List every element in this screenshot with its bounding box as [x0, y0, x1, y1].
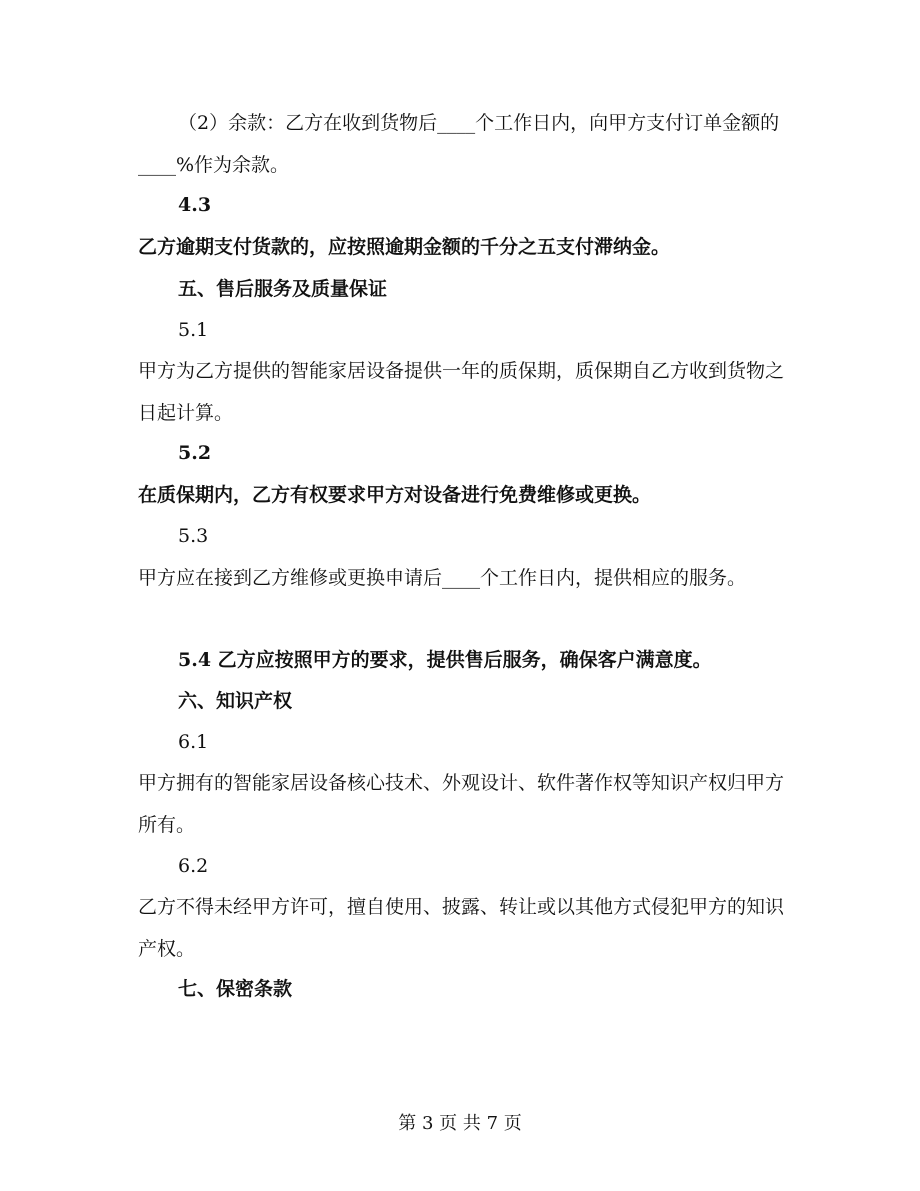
heading-6-1: 6.1: [178, 731, 209, 753]
section-5-title: 五、售后服务及质量保证: [178, 278, 388, 300]
heading-5-3: 5.3: [178, 525, 209, 547]
clause-5-2: 在质保期内，乙方有权要求甲方对设备进行免费维修或更换。: [138, 484, 652, 506]
clause-5-4: 5.4 乙方应按照甲方的要求，提供售后服务，确保客户满意度。: [178, 649, 712, 671]
clause-4-2-2: （2）余款：乙方在收到货物后____个工作日内，向甲方支付订单金额的____%作为余款。: [138, 112, 780, 176]
section-6-title: 六、知识产权: [178, 690, 293, 712]
heading-5-2: 5.2: [178, 442, 212, 464]
section-7-title: 七、保密条款: [178, 978, 293, 1000]
heading-6-2: 6.2: [178, 855, 209, 877]
clause-4-3: 乙方逾期支付货款的，应按照逾期金额的千分之五支付滞纳金。: [138, 236, 671, 258]
clause-6-1: 甲方拥有的智能家居设备核心技术、外观设计、软件著作权等知识产权归甲方所有。: [138, 772, 785, 836]
clause-5-3: 甲方应在接到乙方维修或更换申请后____个工作日内，提供相应的服务。: [138, 567, 747, 589]
clause-5-1: 甲方为乙方提供的智能家居设备提供一年的质保期，质保期自乙方收到货物之日起计算。: [138, 360, 785, 424]
heading-5-1: 5.1: [178, 319, 209, 341]
page-number-footer: 第 3 页 共 7 页: [398, 1113, 522, 1134]
clause-6-2: 乙方不得未经甲方许可，擅自使用、披露、转让或以其他方式侵犯甲方的知识产权。: [138, 896, 785, 960]
heading-4-3: 4.3: [178, 194, 212, 216]
